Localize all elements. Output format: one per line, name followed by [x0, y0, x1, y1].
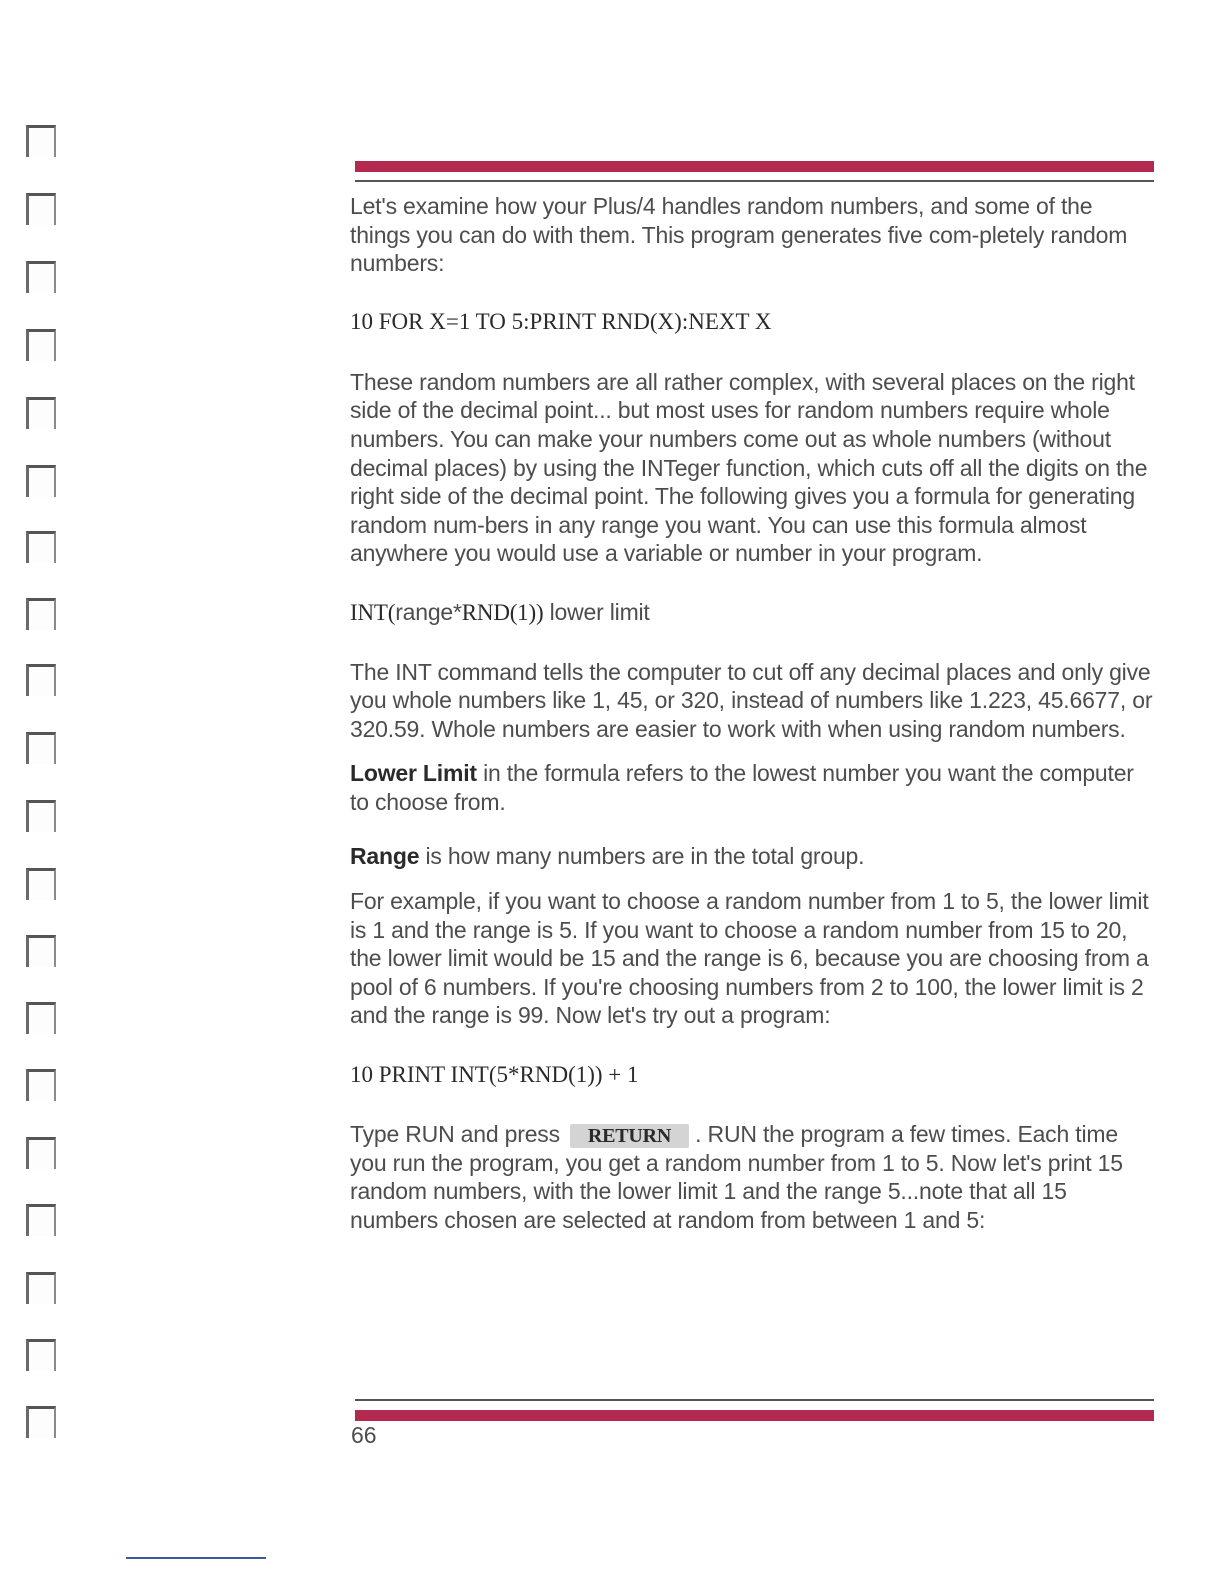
formula-int: INT(	[350, 599, 396, 625]
formula-range: range*	[395, 598, 462, 625]
formula-lower-limit: lower limit	[543, 598, 650, 625]
definition-text: is how many numbers are in the total group.	[419, 842, 865, 869]
binding-hole	[26, 1406, 56, 1438]
definition-text: in the formula refers to the lowest number you want the computer to choose from.	[350, 760, 1134, 815]
term-lower-limit: Lower Limit	[350, 760, 477, 787]
paragraph-int-command: The INT command tells the computer to cut off any decimal places and only give you whole numbers like 1, 45, or 320, instead of numbers like 1.223, 45.6677, or 320.59. Whole numbers are easier to work with when using random numbers.	[350, 658, 1153, 742]
formula-rnd: RND(1))	[461, 599, 544, 625]
footer-underline	[126, 1557, 266, 1559]
code-listing-2: 10 PRINT INT(5*RND(1)) + 1	[350, 1062, 639, 1088]
definition-lower-limit	[350, 759, 1154, 816]
formula-line	[350, 598, 1154, 628]
page-number: 66	[351, 1422, 377, 1448]
header-rule-thin	[355, 180, 1154, 182]
binding-hole	[26, 1069, 56, 1101]
spiral-binding	[22, 0, 62, 1584]
term-range: Range	[350, 842, 420, 869]
binding-hole	[26, 329, 56, 361]
footer-rule-thin	[355, 1399, 1154, 1401]
binding-hole	[26, 1204, 56, 1236]
binding-hole	[26, 664, 56, 696]
binding-hole	[26, 868, 56, 900]
binding-hole	[26, 465, 56, 497]
binding-hole	[26, 1272, 56, 1304]
page-body	[350, 190, 1154, 1234]
binding-hole	[26, 732, 56, 764]
paragraph-run	[350, 1120, 1154, 1234]
paragraph-example: For example, if you want to choose a random number from 1 to 5, the lower limit is 1 and the range is 5. If you want to choose a random number from 15 to 20, the lower limit would be 15 and the range is 6, because you are choosing from a pool of 6 numbers. If you're choosing numbers from 2 to 100, the lower limit is 2 and the range is 99. Now let's try out a program:	[350, 888, 1149, 1029]
intro-paragraph: Let's examine how your Plus/4 handles random numbers, and some of the things you can do with them. This program generates five com-pletely random numbers:	[350, 193, 1128, 277]
binding-hole	[26, 125, 56, 157]
binding-hole	[26, 397, 56, 429]
header-rule-accent	[355, 161, 1154, 172]
binding-hole	[26, 935, 56, 967]
return-key-icon: RETURN	[570, 1124, 689, 1148]
paragraph-integer: These random numbers are all rather complex, with several places on the right side of the decimal point... but most uses for random numbers require whole numbers. You can make your numbers come out as whole numbers (without decimal places) by using the INTeger function, which cuts off all the digits on the right side of the decimal point. The following gives you a formula for generating random num-bers in any range you want. You can use this formula almost anywhere you would use a variable or number in your program.	[350, 368, 1148, 567]
binding-hole	[26, 261, 56, 293]
footer-rule-accent	[355, 1410, 1154, 1421]
run-instruction: Type RUN and press	[350, 1121, 560, 1148]
binding-hole	[26, 1339, 56, 1371]
binding-hole	[26, 1002, 56, 1034]
code-listing-1: 10 FOR X=1 TO 5:PRINT RND(X):NEXT X	[350, 308, 772, 334]
binding-hole	[26, 800, 56, 832]
binding-hole	[26, 531, 56, 563]
binding-hole	[26, 1137, 56, 1169]
run-instruction-continued: . RUN the program a few times. Each time you run the program, you get a random number from 1 to 5. Now let's print 15 random numbers, with the lower limit 1 and the range 5...note that all 15 numbers chosen are selected at random from between 1 and 5:	[350, 1121, 1123, 1233]
definition-range	[350, 842, 1154, 871]
binding-hole	[26, 193, 56, 225]
binding-hole	[26, 598, 56, 630]
